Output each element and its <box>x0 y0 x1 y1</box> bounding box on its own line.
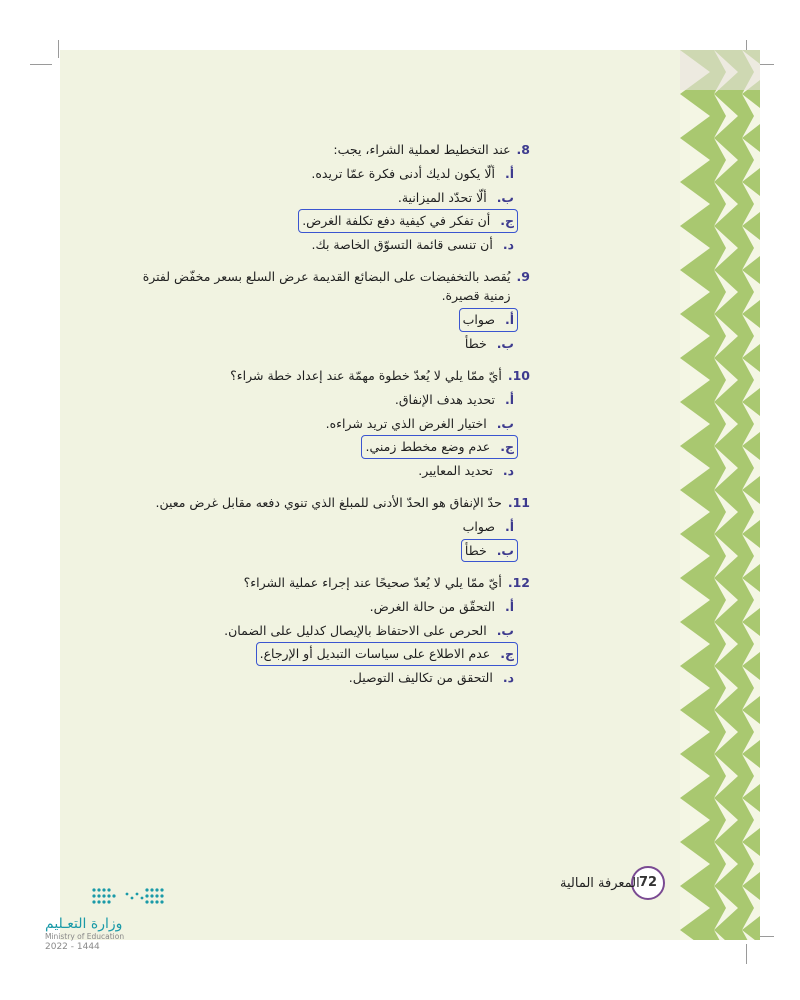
question-number: 11. <box>507 495 530 510</box>
option-letter: ب. <box>496 542 514 558</box>
answer-box <box>220 619 518 643</box>
question-text: أيّ ممّا يلي لا يُعدّ خطوة مهمّة عند إعداد خطة شراء؟ <box>230 368 502 383</box>
answer-option[interactable] <box>120 619 518 643</box>
option-text: عدم وضع مخطط زمني. <box>365 439 491 454</box>
option-letter: ج. <box>500 439 514 454</box>
option-text: تحديد هدف الإنفاق. <box>394 392 495 407</box>
question-stem <box>120 140 530 159</box>
ministry-name-ar: وزارة التعـليم <box>45 916 123 932</box>
answer-option[interactable] <box>120 412 518 436</box>
option-text: التحقق من تكاليف التوصيل. <box>348 669 493 685</box>
answer-option[interactable] <box>120 459 518 483</box>
answer-option[interactable] <box>120 186 518 210</box>
option-text: التحقّق من حالة الغرض. <box>369 599 495 614</box>
option-text: ألّا تحدّد الميزانية. <box>397 189 487 205</box>
question-stem <box>120 573 530 592</box>
option-text: عدم الاطلاع على سياسات التبديل أو الإرجاع. <box>259 646 491 661</box>
answer-option[interactable] <box>120 666 518 690</box>
option-text: صواب <box>462 312 495 327</box>
answer-option[interactable] <box>120 539 518 563</box>
option-letter: أ. <box>504 392 514 407</box>
selected-answer-box <box>361 435 518 459</box>
option-letter: ب. <box>496 335 514 351</box>
answer-box <box>461 332 518 356</box>
answer-option[interactable] <box>120 308 518 332</box>
answer-option[interactable] <box>120 595 518 619</box>
question-text: حدّ الإنفاق هو الحدّ الأدنى للمبلغ الذي تنوي دفعه مقابل غرض معين. <box>155 495 502 510</box>
question-block <box>120 267 530 355</box>
question-text: يُقصد بالتخفيضات على البضائع القديمة عرض السلع بسعر مخفّض لفترة زمنية قصيرة. <box>142 269 511 303</box>
option-letter: ب. <box>496 415 514 431</box>
question-stem <box>120 493 530 512</box>
page-number-badge: 72 <box>631 866 665 900</box>
crop-mark <box>30 64 52 65</box>
option-text: أن تفكر في كيفية دفع تكلفة الغرض. <box>302 213 491 228</box>
answer-option[interactable] <box>120 162 518 186</box>
option-letter: ب. <box>496 189 514 205</box>
option-text: صواب <box>462 519 495 534</box>
answer-option[interactable] <box>120 515 518 539</box>
selected-answer-box <box>459 308 518 332</box>
option-text: خطأ <box>464 542 487 558</box>
option-text: تحديد المعايير. <box>418 462 493 478</box>
answer-box <box>307 162 518 186</box>
crop-mark <box>58 40 59 58</box>
answer-option[interactable] <box>120 233 518 257</box>
decorative-border <box>680 50 760 940</box>
selected-answer-box <box>256 642 518 666</box>
answer-option[interactable] <box>120 435 518 459</box>
crop-mark <box>746 944 747 964</box>
answer-option[interactable] <box>120 332 518 356</box>
question-block <box>120 573 530 689</box>
option-letter: ج. <box>500 213 514 228</box>
option-text: اختيار الغرض الذي تريد شراءه. <box>325 415 487 431</box>
answer-box <box>394 186 518 210</box>
option-letter: ب. <box>496 622 514 638</box>
option-text: الحرص على الاحتفاظ بالإيصال كدليل على الضمان. <box>224 622 487 638</box>
selected-answer-box <box>298 209 518 233</box>
option-letter: أ. <box>504 166 514 181</box>
question-number: 12. <box>507 575 530 590</box>
answer-option[interactable] <box>120 642 518 666</box>
question-block <box>120 493 530 562</box>
selected-answer-box <box>461 539 518 563</box>
ministry-dots-icon <box>89 884 179 914</box>
option-letter: أ. <box>504 599 514 614</box>
ministry-name-en: Ministry of Education <box>45 932 125 941</box>
question-number: 9. <box>516 269 530 284</box>
answer-box <box>322 412 518 436</box>
answer-option[interactable] <box>120 209 518 233</box>
option-letter: د. <box>502 669 514 685</box>
answer-box <box>345 666 518 690</box>
option-letter: ج. <box>500 646 514 661</box>
option-letter: أ. <box>504 312 514 327</box>
option-letter: أ. <box>504 519 514 534</box>
answer-box <box>366 595 518 619</box>
answer-box <box>391 388 518 412</box>
question-stem <box>120 267 530 305</box>
answer-option[interactable] <box>120 388 518 412</box>
answer-box <box>459 515 518 539</box>
option-letter: د. <box>502 236 514 252</box>
option-letter: د. <box>502 462 514 478</box>
ministry-logo <box>45 884 185 964</box>
questions-section <box>120 140 530 700</box>
edition-year: 2022 - 1444 <box>45 942 100 952</box>
question-number: 8. <box>516 142 530 157</box>
question-text: عند التخطيط لعملية الشراء، يجب: <box>333 142 511 157</box>
question-stem <box>120 366 530 385</box>
answer-box <box>307 233 518 257</box>
question-text: أيّ ممّا يلي لا يُعدّ صحيحًا عند إجراء عملية الشراء؟ <box>243 575 502 590</box>
question-block <box>120 140 530 256</box>
question-number: 10. <box>507 368 530 383</box>
option-text: أن تنسى قائمة التسوّق الخاصة بك. <box>311 236 493 252</box>
book-title: المعرفة المالية <box>560 876 640 891</box>
option-text: ألّا يكون لديك أدنى فكرة عمّا تريده. <box>311 166 495 181</box>
option-text: خطأ <box>464 335 487 351</box>
answer-box <box>414 459 518 483</box>
question-block <box>120 366 530 482</box>
